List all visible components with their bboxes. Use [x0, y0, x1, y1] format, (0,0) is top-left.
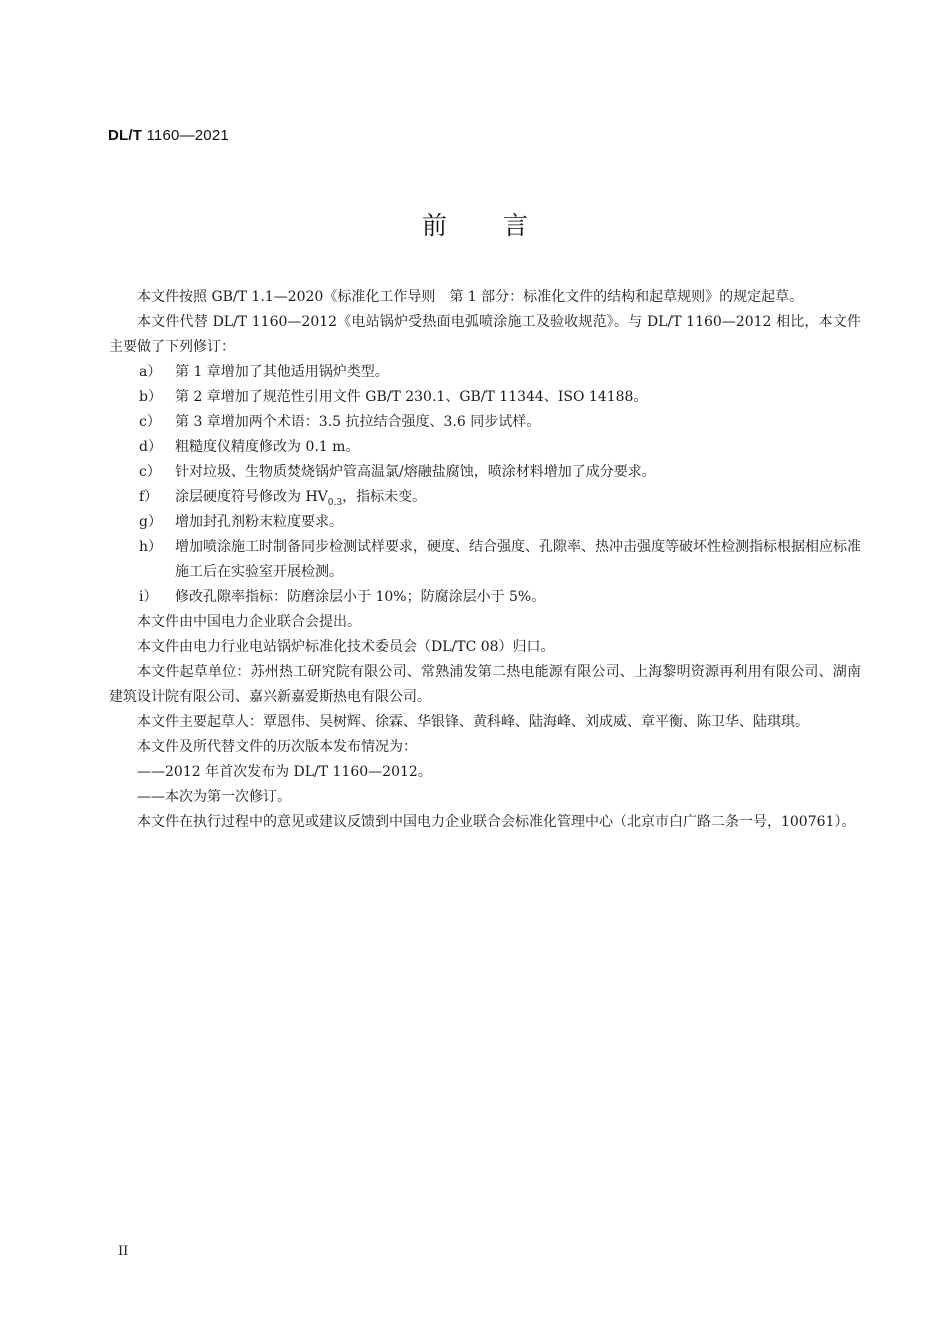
list-item-text: 增加喷涂施工时制备同步检测试样要求，硬度、结合强度、孔隙率、热冲击强度等破坏性检测指标根据相应标准施工后在实验室开展检测。 — [175, 539, 861, 580]
list-item — [109, 485, 861, 510]
drafting-basis-paragraph: 本文件按照 GB/T 1.1—2020《标准化工作导则 第 1 部分：标准化文件的结构和起草规则》的规定起草。 — [137, 289, 804, 305]
page-number: II — [118, 1244, 129, 1259]
feedback-paragraph: 本文件在执行过程中的意见或建议反馈到中国电力企业联合会标准化管理中心（北京市白广路二条一号，100761）。 — [137, 814, 856, 830]
standard-code-number: 1160—2021 — [142, 127, 229, 144]
list-item — [109, 535, 861, 585]
list-item-marker: c） — [139, 464, 161, 480]
history-entry: ——2012 年首次发布为 DL/T 1160—2012。 — [137, 764, 432, 780]
list-item-marker: i） — [139, 589, 158, 605]
foreword-body — [109, 285, 861, 835]
hardness-subscript: 0.3 — [327, 497, 343, 508]
list-item-text: 第 3 章增加两个术语：3.5 抗拉结合强度、3.6 同步试样。 — [175, 414, 541, 430]
list-item-text: 第 1 章增加了其他适用锅炉类型。 — [175, 364, 389, 380]
list-item — [109, 360, 861, 385]
list-item-marker: f） — [139, 489, 159, 505]
list-item-text: 针对垃圾、生物质焚烧锅炉管高温氯/熔融盐腐蚀，喷涂材料增加了成分要求。 — [175, 464, 656, 480]
hardness-text-before: 涂层硬度符号修改为 HV — [175, 489, 328, 505]
drafters-paragraph: 本文件主要起草人：覃恩伟、吴树辉、徐霖、华银锋、黄科峰、陆海峰、刘成威、章平衡、陈卫华、陆琪琪。 — [137, 714, 809, 730]
list-item — [109, 410, 861, 435]
list-item — [109, 585, 861, 610]
list-item-marker: c） — [139, 414, 161, 430]
replacement-paragraph: 本文件代替 DL/T 1160—2012《电站锅炉受热面电弧喷涂施工及验收规范》。与 DL/T 1160—2012 相比，本文件主要做了下列修订： — [109, 314, 861, 355]
list-item-text: 粗糙度仪精度修改为 0.1 m。 — [175, 439, 360, 455]
list-item-text — [175, 485, 861, 510]
page-title: 前言 — [421, 211, 584, 240]
committee-paragraph: 本文件由电力行业电站锅炉标准化技术委员会（DL/TC 08）归口。 — [137, 639, 555, 655]
list-item-marker: d） — [139, 439, 162, 455]
list-item — [109, 385, 861, 410]
proposer-paragraph: 本文件由中国电力企业联合会提出。 — [137, 614, 361, 630]
list-item-marker: a） — [139, 364, 162, 380]
list-item-text: 增加封孔剂粉末粒度要求。 — [175, 514, 343, 530]
list-item-text: 第 2 章增加了规范性引用文件 GB/T 230.1、GB/T 11344、ISO 14188。 — [175, 389, 648, 405]
list-item — [109, 510, 861, 535]
standard-code — [108, 127, 229, 144]
list-item-marker: b） — [139, 389, 162, 405]
hardness-text-after: ，指标未变。 — [342, 489, 427, 505]
standard-code-prefix: DL/T — [108, 127, 143, 144]
list-item — [109, 460, 861, 485]
list-item-marker: g） — [139, 514, 162, 530]
list-item-marker: h） — [139, 539, 163, 555]
list-item-text: 修改孔隙率指标：防磨涂层小于 10%；防腐涂层小于 5%。 — [175, 589, 546, 605]
history-intro-paragraph: 本文件及所代替文件的历次版本发布情况为： — [137, 739, 417, 755]
drafting-units-paragraph: 本文件起草单位：苏州热工研究院有限公司、常熟浦发第二热电能源有限公司、上海黎明资源再利用有限公司、湖南建筑设计院有限公司、嘉兴新嘉爱斯热电有限公司。 — [109, 664, 861, 705]
list-item — [109, 435, 861, 460]
history-entry: ——本次为第一次修订。 — [137, 789, 291, 805]
